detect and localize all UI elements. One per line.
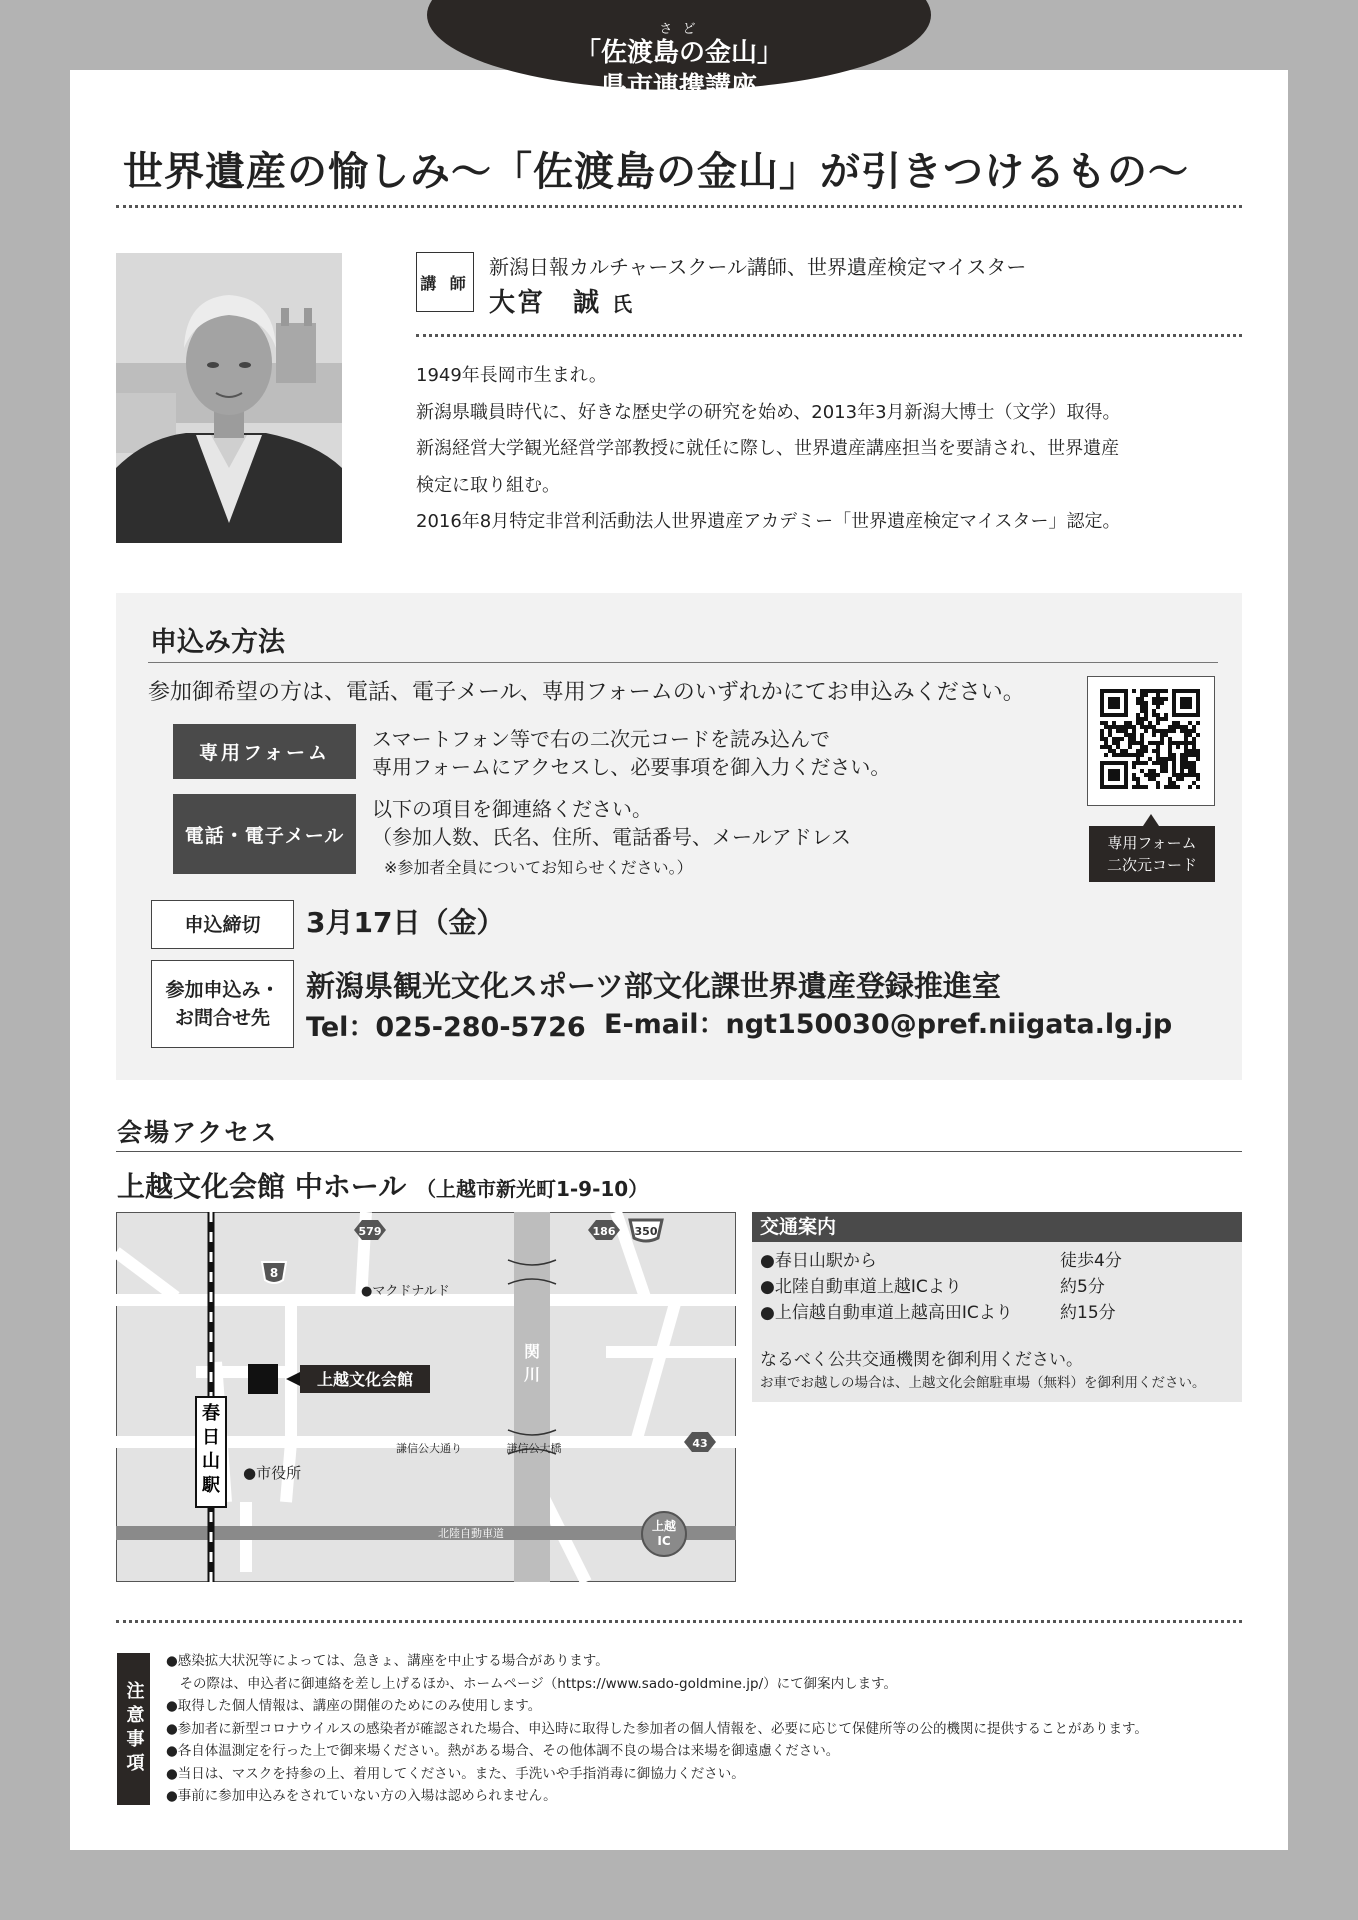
station-char: 春	[202, 1403, 220, 1424]
station-char: 山	[202, 1451, 220, 1472]
hall-marker	[248, 1364, 278, 1394]
transport-parking-note: お車でお越しの場合は、上越文化会館駐車場（無料）を御利用ください。	[760, 1375, 1206, 1391]
bio-line: 2016年8月特定非営利活動法人世界遺産アカデミー「世界遺産検定マイスター」認定。	[416, 511, 1121, 532]
route-8-marker	[262, 1262, 286, 1283]
qr-caption-line: 二次元コード	[1106, 856, 1197, 874]
contact-label-line: お問合せ先	[174, 1007, 270, 1029]
transport-time: 徒歩4分	[1060, 1251, 1122, 1271]
mcdonalds-label: ●マクドナルド	[361, 1284, 450, 1299]
header-line1: 「佐渡島の金山」	[574, 38, 783, 68]
contact-label-line: 参加申込み・	[165, 979, 280, 1001]
lecturer-badge: 講 師	[416, 252, 474, 312]
lecture-title: 世界遺産の愉しみ〜「佐渡島の金山」が引きつけるもの〜	[123, 148, 1189, 195]
notice-item: ●参加者に新型コロナウイルスの感染者が確認された場合、申込時に取得した参加者の個人情報を、必要に応じて保健所等の公的機関に提供することがあります。	[166, 1720, 1148, 1737]
form-method-label: 専用フォーム	[173, 724, 356, 779]
qr-caption	[1089, 826, 1215, 882]
bio-line: 検定に取り組む。	[416, 474, 560, 496]
transport-from: ●北陸自動車道上越ICより	[760, 1277, 962, 1297]
route-label: 186	[592, 1225, 616, 1238]
route-label: 8	[269, 1266, 279, 1280]
route-label: 43	[692, 1437, 708, 1450]
application-heading: 申込み方法	[150, 627, 285, 658]
river-char: 川	[523, 1365, 541, 1384]
transport-note: なるべく公共交通機関を御利用ください。	[760, 1350, 1083, 1370]
route-label: 350	[634, 1225, 658, 1238]
qr-code[interactable]	[1087, 676, 1215, 806]
bio-line: 1949年長岡市生まれ。	[416, 365, 607, 386]
bio-line: 新潟経営大学観光経営学部教授に就任に際し、世界遺産講座担当を要請され、世界遺産	[416, 438, 1120, 459]
series-header-badge	[427, 0, 931, 102]
lecturer-role: 新潟日報カルチャースクール講師、世界遺産検定マイスター	[489, 255, 1027, 279]
lecturer-photo	[116, 253, 342, 543]
lecturer-name: 大宮 誠	[489, 288, 602, 318]
contact-email[interactable]: E-mail：ngt150030@pref.niigata.lg.jp	[604, 1009, 1173, 1040]
title-divider	[116, 205, 1242, 208]
form-text-line: 専用フォームにアクセスし、必要事項を御入力ください。	[372, 755, 891, 779]
venue-name-line	[117, 1165, 648, 1205]
notice-item: ●当日は、マスクを持参の上、着用してください。また、手洗いや手指消毒に御協力ください。	[166, 1765, 745, 1782]
route-label: 579	[358, 1225, 382, 1238]
notice-item: ●事前に参加申込みをされていない方の入場は認められません。	[166, 1788, 557, 1804]
transport-time: 約15分	[1060, 1303, 1116, 1323]
qr-pointer	[1143, 814, 1159, 826]
notice-label: 注意事項	[117, 1653, 150, 1805]
contact-phone[interactable]: Tel：025-280-5726	[306, 1012, 586, 1043]
form-text-line: スマートフォン等で右の二次元コードを読み込んで	[372, 727, 830, 751]
river-char: 関	[523, 1342, 541, 1361]
transport-heading: 交通案内	[752, 1212, 1242, 1242]
venue-address: （上越市新光町1-9-10）	[415, 1177, 649, 1201]
notice-item: ●各自体温測定を行った上で御来場ください。熱がある場合、その他体調不良の場合は来場を御遠慮ください。	[166, 1743, 840, 1759]
phone-method-note: ※参加者全員についてお知らせください。）	[384, 858, 693, 877]
transport-from: ●春日山駅から	[760, 1251, 877, 1271]
bridge-label: 謙信公大橋	[506, 1442, 562, 1455]
contact-organization: 新潟県観光文化スポーツ部文化課世界遺産登録推進室	[306, 969, 1001, 1003]
venue-rule	[116, 1151, 1242, 1152]
transport-from: ●上信越自動車道上越高田ICより	[760, 1303, 1013, 1323]
lecturer-divider	[416, 334, 1242, 337]
lecturer-name-line	[489, 282, 634, 319]
street-label: 謙信公大通り	[396, 1442, 462, 1455]
deadline-date: 3月17日（金）	[306, 906, 505, 939]
route-350-marker	[630, 1220, 662, 1241]
phone-text-line: （参加人数、氏名、住所、電話番号、メールアドレス	[372, 825, 851, 849]
station-char: 日	[202, 1427, 220, 1448]
hall-label: 上越文化会館	[316, 1370, 414, 1389]
header-line2: 県市連携講座	[600, 72, 757, 102]
deadline-label: 申込締切	[151, 900, 294, 949]
application-rule	[148, 662, 1218, 663]
phone-method-text	[372, 795, 851, 851]
notice-divider	[116, 1620, 1242, 1623]
qr-caption-line: 専用フォーム	[1107, 834, 1197, 852]
lecturer-honorific: 氏	[612, 292, 635, 316]
venue-heading: 会場アクセス	[117, 1118, 279, 1147]
lecturer-bio	[416, 358, 1121, 541]
notice-list	[166, 1650, 1148, 1808]
venue-map	[116, 1212, 736, 1582]
contact-label	[151, 960, 294, 1048]
header-ruby: さ ど	[659, 22, 699, 37]
transport-time: 約5分	[1060, 1277, 1105, 1297]
venue-name: 上越文化会館 中ホール	[117, 1170, 407, 1203]
bio-line: 新潟県職員時代に、好きな歴史学の研究を始め、2013年3月新潟大博士（文学）取得。	[416, 401, 1121, 423]
notice-item: その際は、申込者に御連絡を差し上げるほか、ホームページ（https://www.sado-goldmine.jp/）にて御案内します。	[166, 1675, 898, 1692]
notice-item: ●感染拡大状況等によっては、急きょ、講座を中止する場合があります。	[166, 1653, 609, 1669]
phone-method-label: 電話・電子メール	[173, 794, 356, 874]
form-method-text	[372, 725, 890, 781]
expressway-label: 北陸自動車道	[438, 1527, 504, 1540]
ic-label: 上越	[651, 1519, 677, 1533]
ic-label: IC	[657, 1534, 671, 1548]
notice-item: ●取得した個人情報は、講座の開催のためにのみ使用します。	[166, 1698, 542, 1714]
station-char: 駅	[202, 1475, 220, 1496]
city-hall-label: ●市役所	[243, 1464, 302, 1482]
application-intro: 参加御希望の方は、電話、電子メール、専用フォームのいずれかにてお申込みください。	[148, 680, 1025, 705]
phone-text-line: 以下の項目を御連絡ください。	[372, 797, 652, 821]
